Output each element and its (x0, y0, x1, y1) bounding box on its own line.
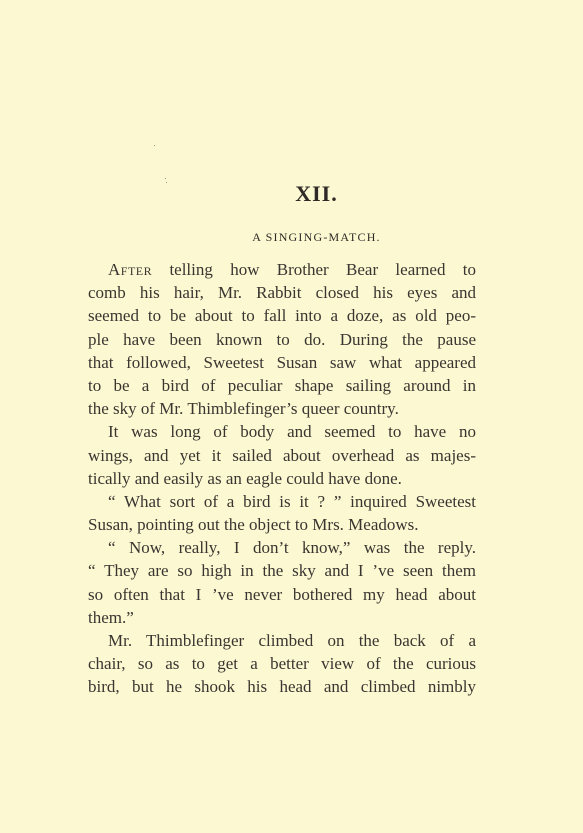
chapter-body (88, 258, 476, 699)
text-line: Susan, pointing out the object to Mrs. Meadows. (88, 515, 419, 535)
chapter-number: XII. (295, 181, 338, 206)
paper-speck (154, 145, 155, 146)
text-line: so often that I ’ve never bothered my head about (88, 584, 476, 604)
opening-word: After (108, 260, 153, 279)
text-line: that followed, Sweetest Susan saw what appeared (88, 352, 476, 372)
text-line: them.” (88, 607, 134, 627)
text-line: It was long of body and seemed to have no (108, 422, 476, 442)
chapter-title: A SINGING-MATCH. (252, 230, 381, 244)
text-line: “ They are so high in the sky and I ’ve seen them (88, 561, 476, 581)
text-line: bird, but he shook his head and climbed nimbly (88, 677, 476, 697)
text-line: the sky of Mr. Thimblefinger’s queer country. (88, 399, 399, 419)
text-line: ple have been known to do. During the pause (88, 329, 476, 349)
text-line: tically and easily as an eagle could have done. (88, 468, 402, 488)
text-line: wings, and yet it sailed about overhead as majes- (88, 445, 476, 465)
paper-speck (165, 178, 166, 179)
text-line: “ What sort of a bird is it ? ” inquired Sweetest (108, 491, 476, 511)
text-line: to be a bird of peculiar shape sailing around in (88, 375, 476, 395)
text-line: chair, so as to get a better view of the curious (88, 654, 476, 674)
text-line: seemed to be about to fall into a doze, as old peo- (88, 306, 476, 326)
text-line: Mr. Thimblefinger climbed on the back of a (108, 631, 476, 650)
text-line: “ Now, really, I don’t know,” was the reply. (108, 538, 476, 558)
text-line: comb his hair, Mr. Rabbit closed his eyes and (88, 283, 476, 303)
text-line: After telling how Brother Bear learned to (108, 260, 476, 279)
